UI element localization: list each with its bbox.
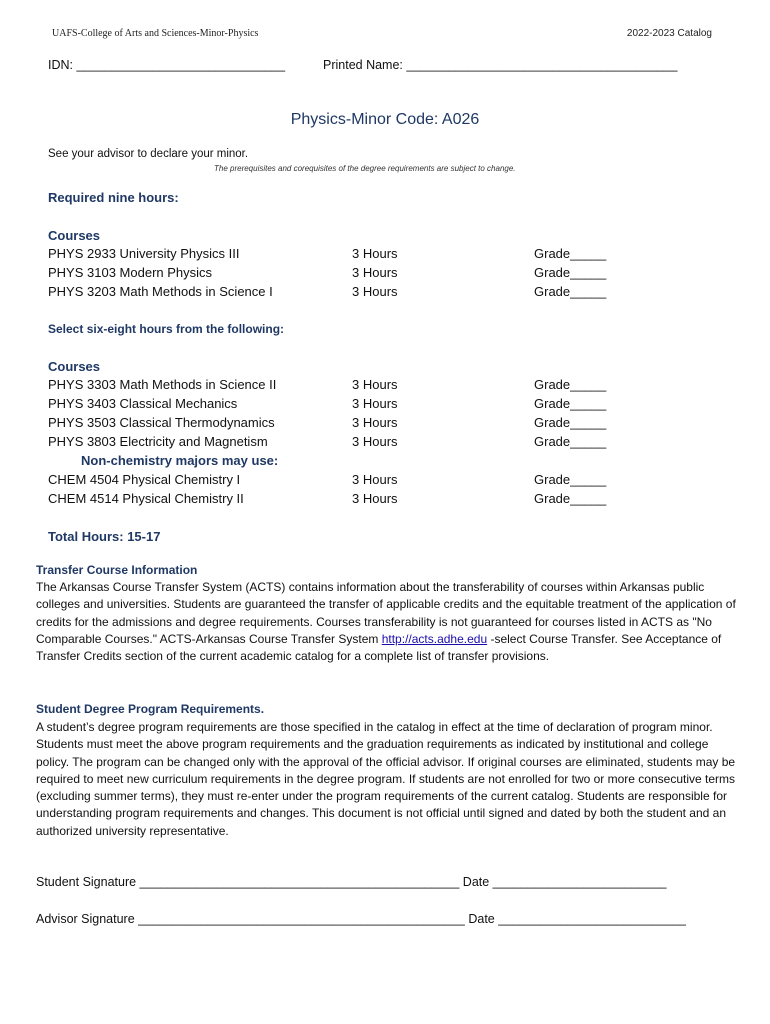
course-name: PHYS 3303 Math Methods in Science II — [48, 377, 277, 392]
required-heading: Required nine hours: — [48, 190, 179, 205]
course-name: PHYS 3103 Modern Physics — [48, 265, 213, 280]
course-name: CHEM 4504 Physical Chemistry I — [48, 472, 241, 487]
grade-field[interactable]: Grade_____ — [534, 396, 607, 411]
program-title: Student Degree Program Requirements. — [36, 702, 265, 716]
transfer-text-end: -select Course Transfer. See Acceptance of Transfer Credits section of the current academic catalog for a complete list of transfer provisions. — [36, 631, 722, 664]
student-signature-line[interactable]: Student Signature ______________________________________________ Date _________________________ — [36, 875, 667, 889]
transfer-text-start: The Arkansas Course Transfer System (ACTS) contains information about the transferability of courses within Arkansas public colleges and universities. Students are guaranteed the transfer of applicable credits and the equitable treatment of the application of credits for the admissions and degree requirements. Courses transferability is not guaranteed for courses listed in ACTS as "No Comparable Courses." ACTS-Arkansas Course Transfer System — [36, 580, 736, 646]
grade-field[interactable]: Grade_____ — [534, 415, 607, 430]
transfer-paragraph — [36, 579, 736, 665]
header-right: 2022-2023 Catalog — [626, 28, 712, 39]
grade-field[interactable]: Grade_____ — [534, 246, 607, 261]
course-row — [48, 472, 648, 491]
course-hours: 3 Hours — [352, 396, 398, 411]
course-hours: 3 Hours — [352, 491, 398, 506]
course-hours: 3 Hours — [352, 415, 398, 430]
course-name: PHYS 3503 Classical Thermodynamics — [48, 415, 275, 430]
course-row — [48, 284, 648, 303]
header-left: UAFS-College of Arts and Sciences-Minor-Physics — [52, 28, 259, 39]
disclaimer: The prerequisites and corequisites of the degree requirements are subject to change. — [214, 164, 516, 173]
advisor-signature-line[interactable]: Advisor Signature _______________________________________________ Date ___________________________ — [36, 912, 686, 926]
course-hours: 3 Hours — [352, 246, 398, 261]
course-name: PHYS 3203 Math Methods in Science I — [48, 284, 273, 299]
course-name: PHYS 2933 University Physics III — [48, 246, 240, 261]
printed-name-field[interactable]: Printed Name: _______________________________________ — [323, 58, 678, 72]
course-row — [48, 415, 648, 434]
course-name: PHYS 3403 Classical Mechanics — [48, 396, 238, 411]
course-name: PHYS 3803 Electricity and Magnetism — [48, 434, 268, 449]
course-row — [48, 491, 648, 510]
transfer-title: Transfer Course Information — [36, 563, 198, 577]
select-courses-label: Courses — [48, 359, 101, 374]
course-hours: 3 Hours — [352, 265, 398, 280]
course-name: CHEM 4514 Physical Chemistry II — [48, 491, 244, 506]
non-chemistry-label: Non-chemistry majors may use: — [81, 453, 279, 468]
course-hours: 3 Hours — [352, 472, 398, 487]
grade-field[interactable]: Grade_____ — [534, 377, 607, 392]
required-courses-label: Courses — [48, 228, 101, 243]
advisor-note: See your advisor to declare your minor. — [48, 148, 249, 160]
grade-field[interactable]: Grade_____ — [534, 472, 607, 487]
program-paragraph: A student’s degree program requirements are those specified in the catalog in effect at the time of declaration of program minor. Students must meet the above program requirements and the graduation requirements as indicated by institutional and college policy. The program can be changed only with the approval of the official advisor. If original courses are eliminated, students may be required to meet new curriculum requirements in the degree program. If students are not enrolled for two or more consecutive terms (excluding summer terms), they must re-enter under the program requirements of the current catalog. Students are responsible for understanding program requirements and changes. This document is not official until signed and dated by both the student and an authorized university representative. — [36, 720, 736, 838]
course-row — [48, 396, 648, 415]
grade-field[interactable]: Grade_____ — [534, 491, 607, 506]
course-row — [48, 434, 648, 453]
grade-field[interactable]: Grade_____ — [534, 434, 607, 449]
course-row — [48, 246, 648, 265]
course-row — [48, 377, 648, 396]
idn-field[interactable]: IDN: ______________________________ — [48, 58, 286, 72]
total-hours: Total Hours: 15-17 — [48, 529, 161, 544]
course-hours: 3 Hours — [352, 377, 398, 392]
acts-link[interactable]: http://acts.adhe.edu — [381, 631, 488, 646]
grade-field[interactable]: Grade_____ — [534, 284, 607, 299]
course-hours: 3 Hours — [352, 284, 398, 299]
page-title: Physics-Minor Code: A026 — [290, 111, 480, 128]
course-row — [48, 265, 648, 284]
select-heading: Select six-eight hours from the following: — [48, 322, 285, 336]
grade-field[interactable]: Grade_____ — [534, 265, 607, 280]
course-hours: 3 Hours — [352, 434, 398, 449]
